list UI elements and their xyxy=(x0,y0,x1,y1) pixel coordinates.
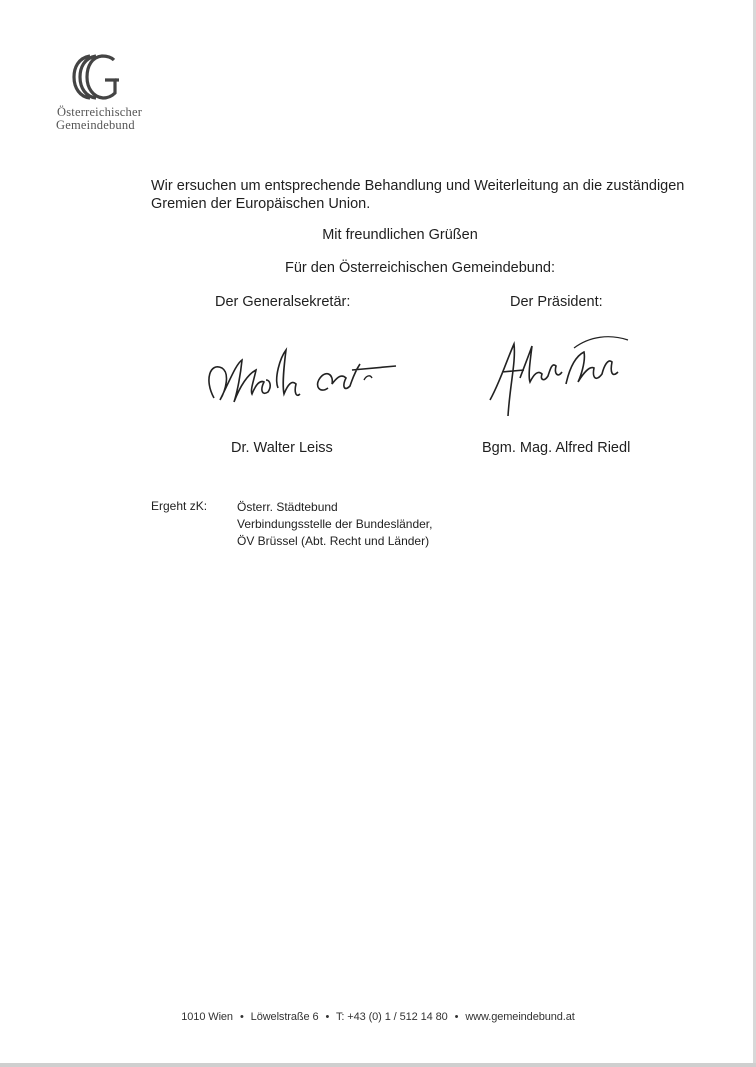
letter-body-paragraph: Wir ersuchen um entsprechende Behandlung und Weiterleitung an die zuständigen Gremien der Europäischen Union. xyxy=(151,178,685,212)
logo-text-line1: Österreichischer xyxy=(57,105,143,119)
signatory-right-role: Der Präsident: xyxy=(510,294,603,310)
logo-text-line2: Gemeindebund xyxy=(56,118,135,132)
closing-greeting: Mit freundlichen Grüßen xyxy=(322,227,478,243)
footer-phone: T: +43 (0) 1 / 512 14 80 xyxy=(335,1011,448,1023)
bullet-separator-icon: • xyxy=(239,1011,244,1023)
organization-logo xyxy=(48,50,148,132)
signature-right xyxy=(480,322,640,422)
cc-recipient: ÖV Brüssel (Abt. Recht und Länder) xyxy=(237,534,430,548)
footer-website-link[interactable]: www.gemeindebund.at xyxy=(465,1011,575,1023)
signatory-right-name: Bgm. Mag. Alfred Riedl xyxy=(482,440,631,456)
bullet-separator-icon: • xyxy=(454,1011,459,1023)
bullet-separator-icon: • xyxy=(325,1011,330,1023)
signature-left xyxy=(200,340,400,415)
cc-recipient: Verbindungsstelle der Bundesländer, xyxy=(237,517,433,531)
signatory-left-name: Dr. Walter Leiss xyxy=(231,440,333,456)
cc-label: Ergeht zK: xyxy=(151,499,208,513)
footer-address: 1010 Wien xyxy=(181,1011,233,1023)
page-edge-bottom xyxy=(0,1063,756,1067)
on-behalf-line: Für den Österreichischen Gemeindebund: xyxy=(284,260,555,276)
signatory-left-role: Der Generalsekretär: xyxy=(215,294,351,310)
letterhead-footer xyxy=(0,1011,756,1023)
cc-recipient: Österr. Städtebund xyxy=(237,500,338,514)
og-monogram-icon xyxy=(70,50,122,102)
footer-street: Löwelstraße 6 xyxy=(250,1011,319,1023)
cc-recipient-list xyxy=(237,499,432,550)
